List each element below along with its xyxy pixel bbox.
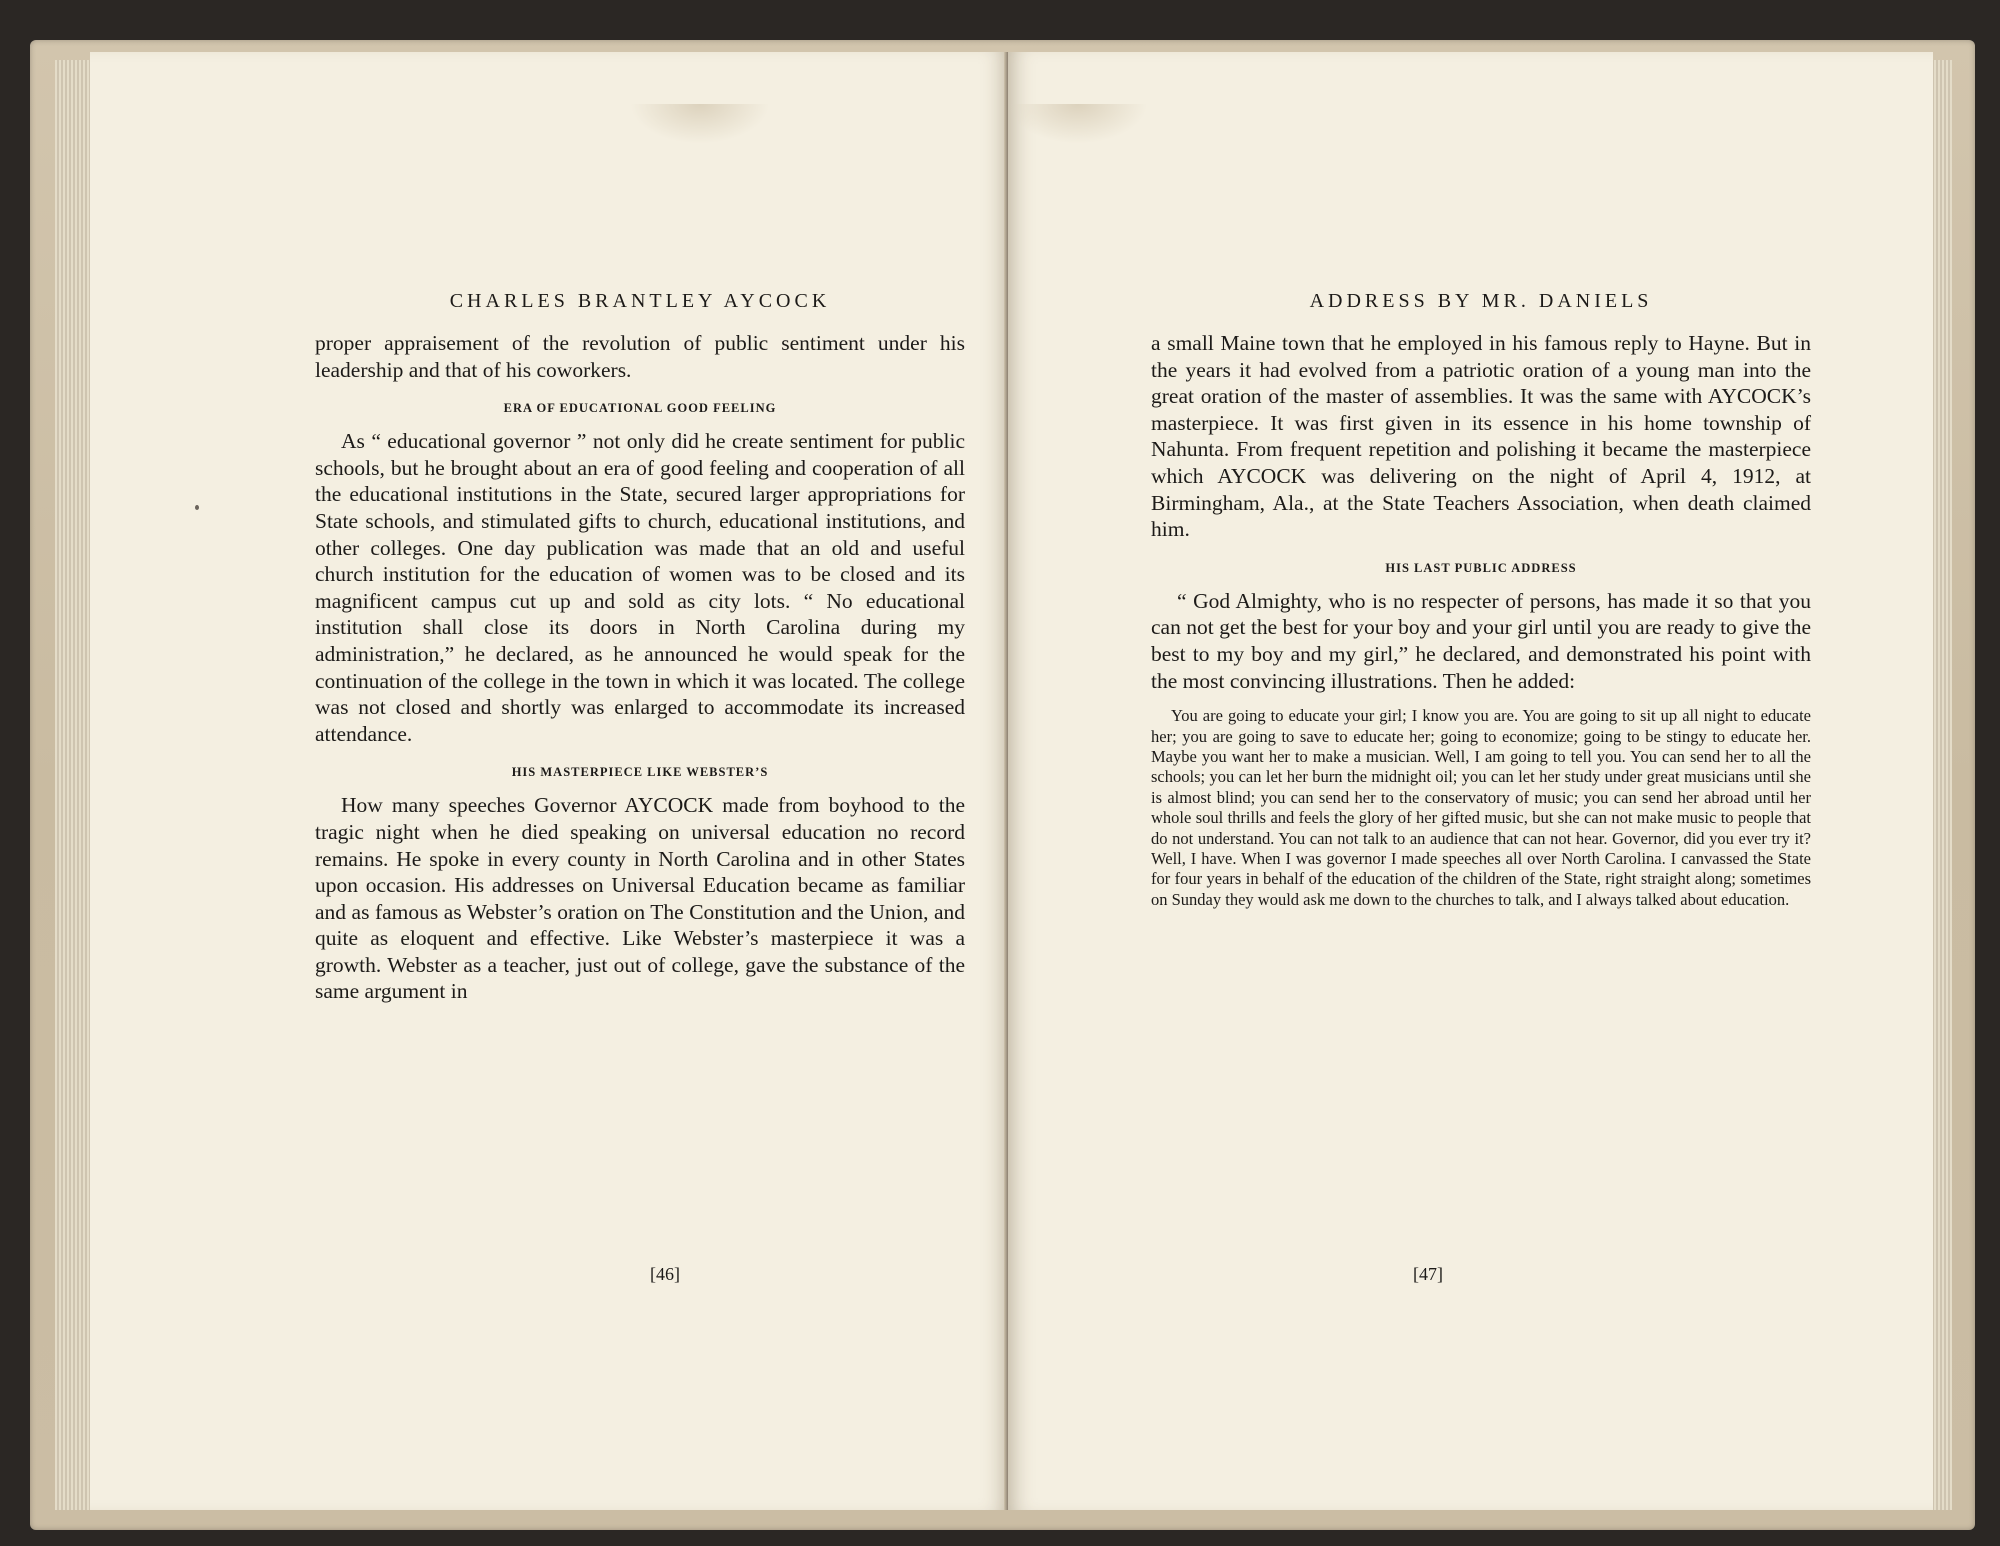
- running-head: CHARLES BRANTLEY AYCOCK: [449, 290, 831, 312]
- section-heading: ERA OF EDUCATIONAL GOOD FEELING: [503, 401, 777, 416]
- paragraph: proper appraisement of the revolution of public sentiment under his leadership and that of his coworkers.: [315, 331, 965, 382]
- paragraph: How many speeches Governor AYCOCK made from boyhood to the tragic night when he died speaking on universal education no record remains. He spoke in every county in North Carolina and in other States upon occasion. His addresses on Universal Education became as familiar and as famous as Webster’s oration on The Constitution and the Union, and quite as eloquent and effective. Like Webster’s masterpiece it was a growth. Webster as a teacher, just out of college, gave the substance of the same argument in: [315, 793, 965, 1004]
- right-page: [1008, 52, 1933, 1510]
- paragraph: “ God Almighty, who is no respecter of persons, has made it so that you can not get the best for your boy and your girl until you are ready to give the best to my boy and my girl,” he declared, and demonstrated his point with the most convincing illustrations. Then he added:: [1151, 588, 1811, 693]
- page-speck: [195, 505, 199, 510]
- block-quote: You are going to educate your girl; I know you are. You are going to sit up all night to educate her; you are going to save to educate her; going to economize; going to be stingy to educate her. Maybe you want her to make a musician. Well, I am going to tell you. You can send her to all the schools; you can let her burn the midnight oil; you can let her study under great musicians until she is almost blind; you can send her to the conservatory of music; you can send her abroad until her whole soul thrills and feels the glory of her gifted music, but she can not make music to people that do not understand. You can not talk to an audience that can not hear. Governor, did you ever try it? Well, I have. When I was governor I made speeches all over North Carolina. I canvassed the State for four years in behalf of the education of the children of the State, right straight along; sometimes on Sunday they would ask me down to the churches to talk, and I always talked about education.: [1151, 706, 1811, 909]
- clip-shadow: [1008, 104, 1148, 144]
- left-page-content: [315, 290, 965, 1005]
- running-head: ADDRESS BY MR. DANIELS: [1309, 290, 1653, 312]
- right-page-content: [1151, 290, 1811, 910]
- section-heading: HIS LAST PUBLIC ADDRESS: [1385, 560, 1577, 575]
- left-page: [90, 52, 1008, 1510]
- page-number: [46]: [650, 1264, 680, 1284]
- page-number: [47]: [1413, 1264, 1443, 1284]
- paragraph: a small Maine town that he employed in his famous reply to Hayne. But in the years it had evolved from a patriotic oration of a young man into the great oration of the master of assemblies. It was the same with AYCOCK’s masterpiece. It was first given in its essence in his home township of Nahunta. From frequent repetition and polishing it became the masterpiece which AYCOCK was delivering on the night of April 4, 1912, at Birmingham, Ala., at the State Teachers Association, when death claimed him.: [1151, 331, 1811, 542]
- section-heading: HIS MASTERPIECE LIKE WEBSTER’S: [511, 765, 769, 780]
- page-edges-right: [1930, 60, 1952, 1510]
- paragraph: As “ educational governor ” not only did he create sentiment for public schools, but he brought about an era of good feeling and cooperation of all the educational institutions in the State, secured larger appropriations for State schools, and stimulated gifts to church, educational institutions, and other colleges. One day publication was made that an old and useful church institution for the education of women was to be closed and its magnificent campus cut up and sold as city lots. “ No educational institution shall close its doors in North Carolina during my administration,” he declared, as he announced he would speak for the continuation of the college in the town in which it was located. The college was not closed and shortly was enlarged to accommodate its increased attendance.: [315, 429, 965, 746]
- page-edges-left: [55, 60, 95, 1510]
- clip-shadow: [630, 104, 770, 144]
